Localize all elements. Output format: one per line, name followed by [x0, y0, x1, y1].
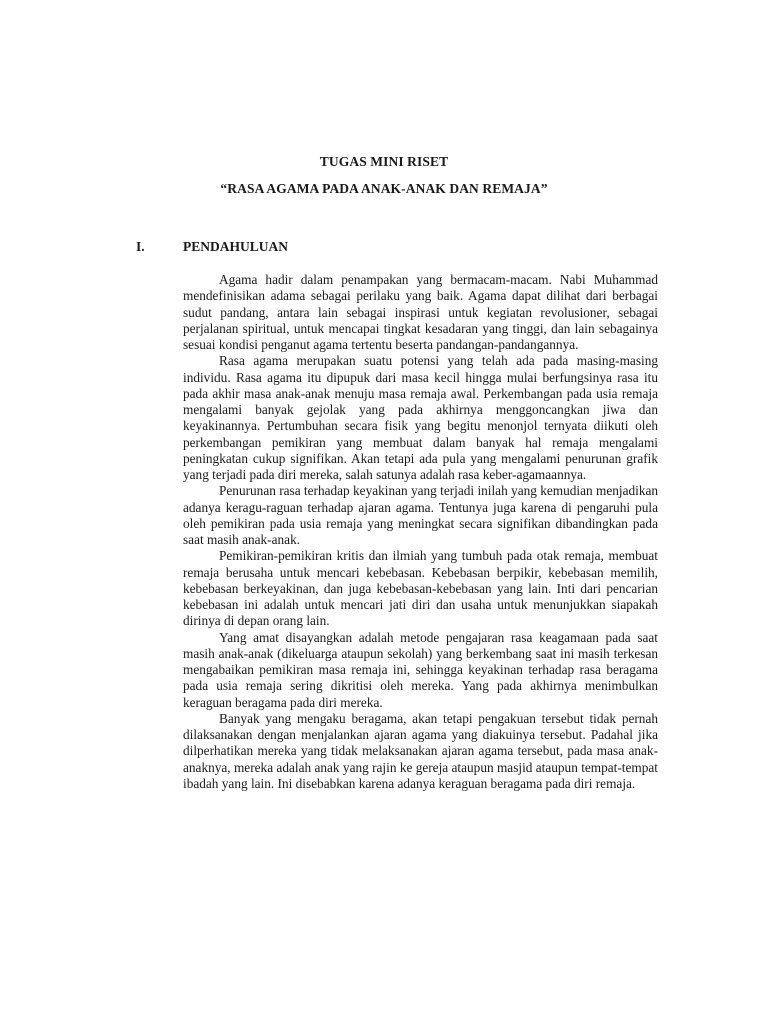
document-subtitle: “RASA AGAMA PADA ANAK-ANAK DAN REMAJA” — [220, 181, 548, 196]
section-title: PENDAHULUAN — [183, 239, 289, 254]
document-title: TUGAS MINI RISET — [319, 154, 449, 169]
paragraph: Yang amat disayangkan adalah metode pengajaran rasa keagamaan pada saat masih anak-anak (dikeluarga ataupun sekolah) yang berkembang saat ini masih terkesan mengabaikan pemikiran masa remaja ini, sehingga keyakinan terhadap rasa beragama pada usia remaja sering dikritisi oleh mereka. Yang pada akhirnya menimbulkan keraguan beragama pada diri mereka. — [183, 629, 658, 710]
paragraph: Agama hadir dalam penampakan yang bermacam-macam. Nabi Muhammad mendefinisikan adama sebagai perilaku yang baik. Agama dapat dilihat dari berbagai sudut pandang, antara lain sebagai inspirasi untuk kegiatan revolusioner, sebagai perjalanan spiritual, untuk mencapai tingkat kesadaran yang tinggi, dan lain sebagainya sesuai kondisi penganut agama tertentu beserta pandangan-pandangannya. — [183, 272, 658, 352]
paragraph: Pemikiran-pemikiran kritis dan ilmiah yang tumbuh pada otak remaja, membuat remaja berusaha untuk mencari kebebasan. Kebebasan berpikir, kebebasan memilih, kebebasan berkeyakinan, dan juga kebebasan-kebebasan yang lain. Inti dari pencarian kebebasan ini adalah untuk mencari jati diri dan usaha untuk menunjukkan siapakah dirinya di depan orang lain. — [183, 548, 658, 629]
paragraph: Banyak yang mengaku beragama, akan tetapi pengakuan tersebut tidak pernah dilaksanakan dengan menjalankan ajaran agama yang diakuinya tersebut. Padahal jika dilperhatikan mereka yang tidak melaksanakan ajaran agama tersebut, pada masa anak-anaknya, mereka adalah anak yang rajin ke gereja ataupun masjid ataupun tempat-tempat ibadah yang lain. Ini disebabkan karena adanya keraguan beragama pada diri remaja. — [183, 710, 658, 791]
paragraph: Penurunan rasa terhadap keyakinan yang terjadi inilah yang kemudian menjadikan adanya keragu-raguan terhadap ajaran agama. Tentunya juga karena di pengaruhi pula oleh pemikiran pada usia remaja yang meningkat secara signifikan dibandingkan pada saat masih anak-anak. — [183, 483, 659, 547]
paragraph: Rasa agama merupakan suatu potensi yang telah ada pada masing-masing individu. Rasa agama itu dipupuk dari masa kecil hingga mulai berfungsinya rasa itu pada akhir masa anak-anak menuju masa remaja awal. Perkembangan pada usia remaja mengalami banyak gejolak yang pada akhirnya menggoncangkan jiwa dan keyakinannya. Pertumbuhan secara fisik yang begitu menonjol ternyata diikuti oleh perkembangan pemikiran yang membuat dalam banyak hal remaja mengalami peningkatan cukup signifikan. Akan tetapi ada pula yang mengalami penurunan grafik yang terjadi pada diri mereka, salah satunya adalah rasa keber-agamaannya. — [183, 353, 658, 482]
section-number: I. — [136, 239, 145, 254]
body-text — [183, 272, 658, 792]
